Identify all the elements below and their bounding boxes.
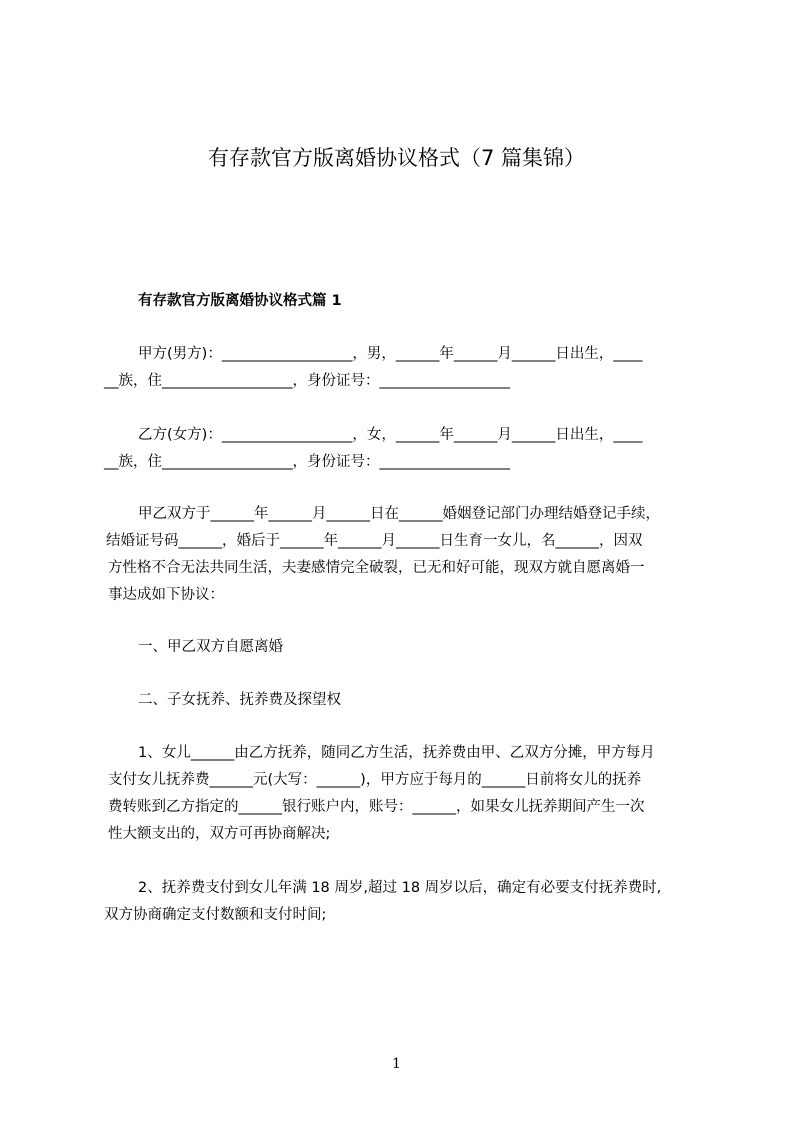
item-1-line-2: 支付女儿抚养费______元(大写：______)，甲方应于每月的______日前将女儿的抚养 [108, 772, 642, 788]
preamble-line-1: 甲乙双方于______年______月______日在______婚姻登记部门办理结婚登记手续， [138, 506, 660, 522]
item-1-line-4: 性大额支出的，双方可再协商解决; [108, 826, 331, 842]
item-1-line-3: 费转账到乙方指定的______银行账户内，账号：______，如果女儿抚养期间产生一次 [108, 799, 645, 815]
preamble-paragraph [104, 501, 710, 609]
item-2-paragraph [104, 875, 710, 929]
preamble-line-4: 事达成如下协议： [108, 587, 224, 603]
party-a-paragraph [104, 341, 710, 395]
item-1-paragraph [104, 740, 710, 848]
item-2-line-2: 双方协商确定支付数额和支付时间; [104, 907, 327, 923]
section-heading: 有存款官方版离婚协议格式篇 1 [138, 293, 342, 309]
page-number: 1 [392, 1056, 401, 1072]
clause-1: 一、甲乙双方自愿离婚 [138, 639, 283, 655]
party-b-line-1: 乙方(女方)：__________________，女，______年______月______日出生，____ [138, 427, 643, 443]
party-b-line-2: __族，住__________________，身份证号：__________________ [104, 454, 510, 470]
party-a-line-2: __族，住__________________，身份证号：__________________ [104, 373, 510, 389]
preamble-line-2: 结婚证号码______，婚后于______年______月______日生育一女儿，名______，因双 [106, 533, 643, 549]
page-title: 有存款官方版离婚协议格式（7 篇集锦） [207, 146, 586, 170]
party-a-line-1: 甲方(男方)：__________________，男，______年______月______日出生，____ [138, 346, 643, 362]
clause-2: 二、子女抚养、抚养费及探望权 [138, 692, 341, 708]
item-2-line-1: 2、抚养费支付到女儿年满 18 周岁,超过 18 周岁以后，确定有必要支付抚养费时, [138, 880, 662, 896]
item-1-line-1: 1、女儿______由乙方抚养，随同乙方生活，抚养费由甲、乙双方分摊，甲方每月 [138, 745, 655, 761]
party-b-paragraph [104, 422, 710, 476]
preamble-line-3: 方性格不合无法共同生活，夫妻感情完全破裂，已无和好可能，现双方就自愿离婚一 [108, 560, 645, 576]
